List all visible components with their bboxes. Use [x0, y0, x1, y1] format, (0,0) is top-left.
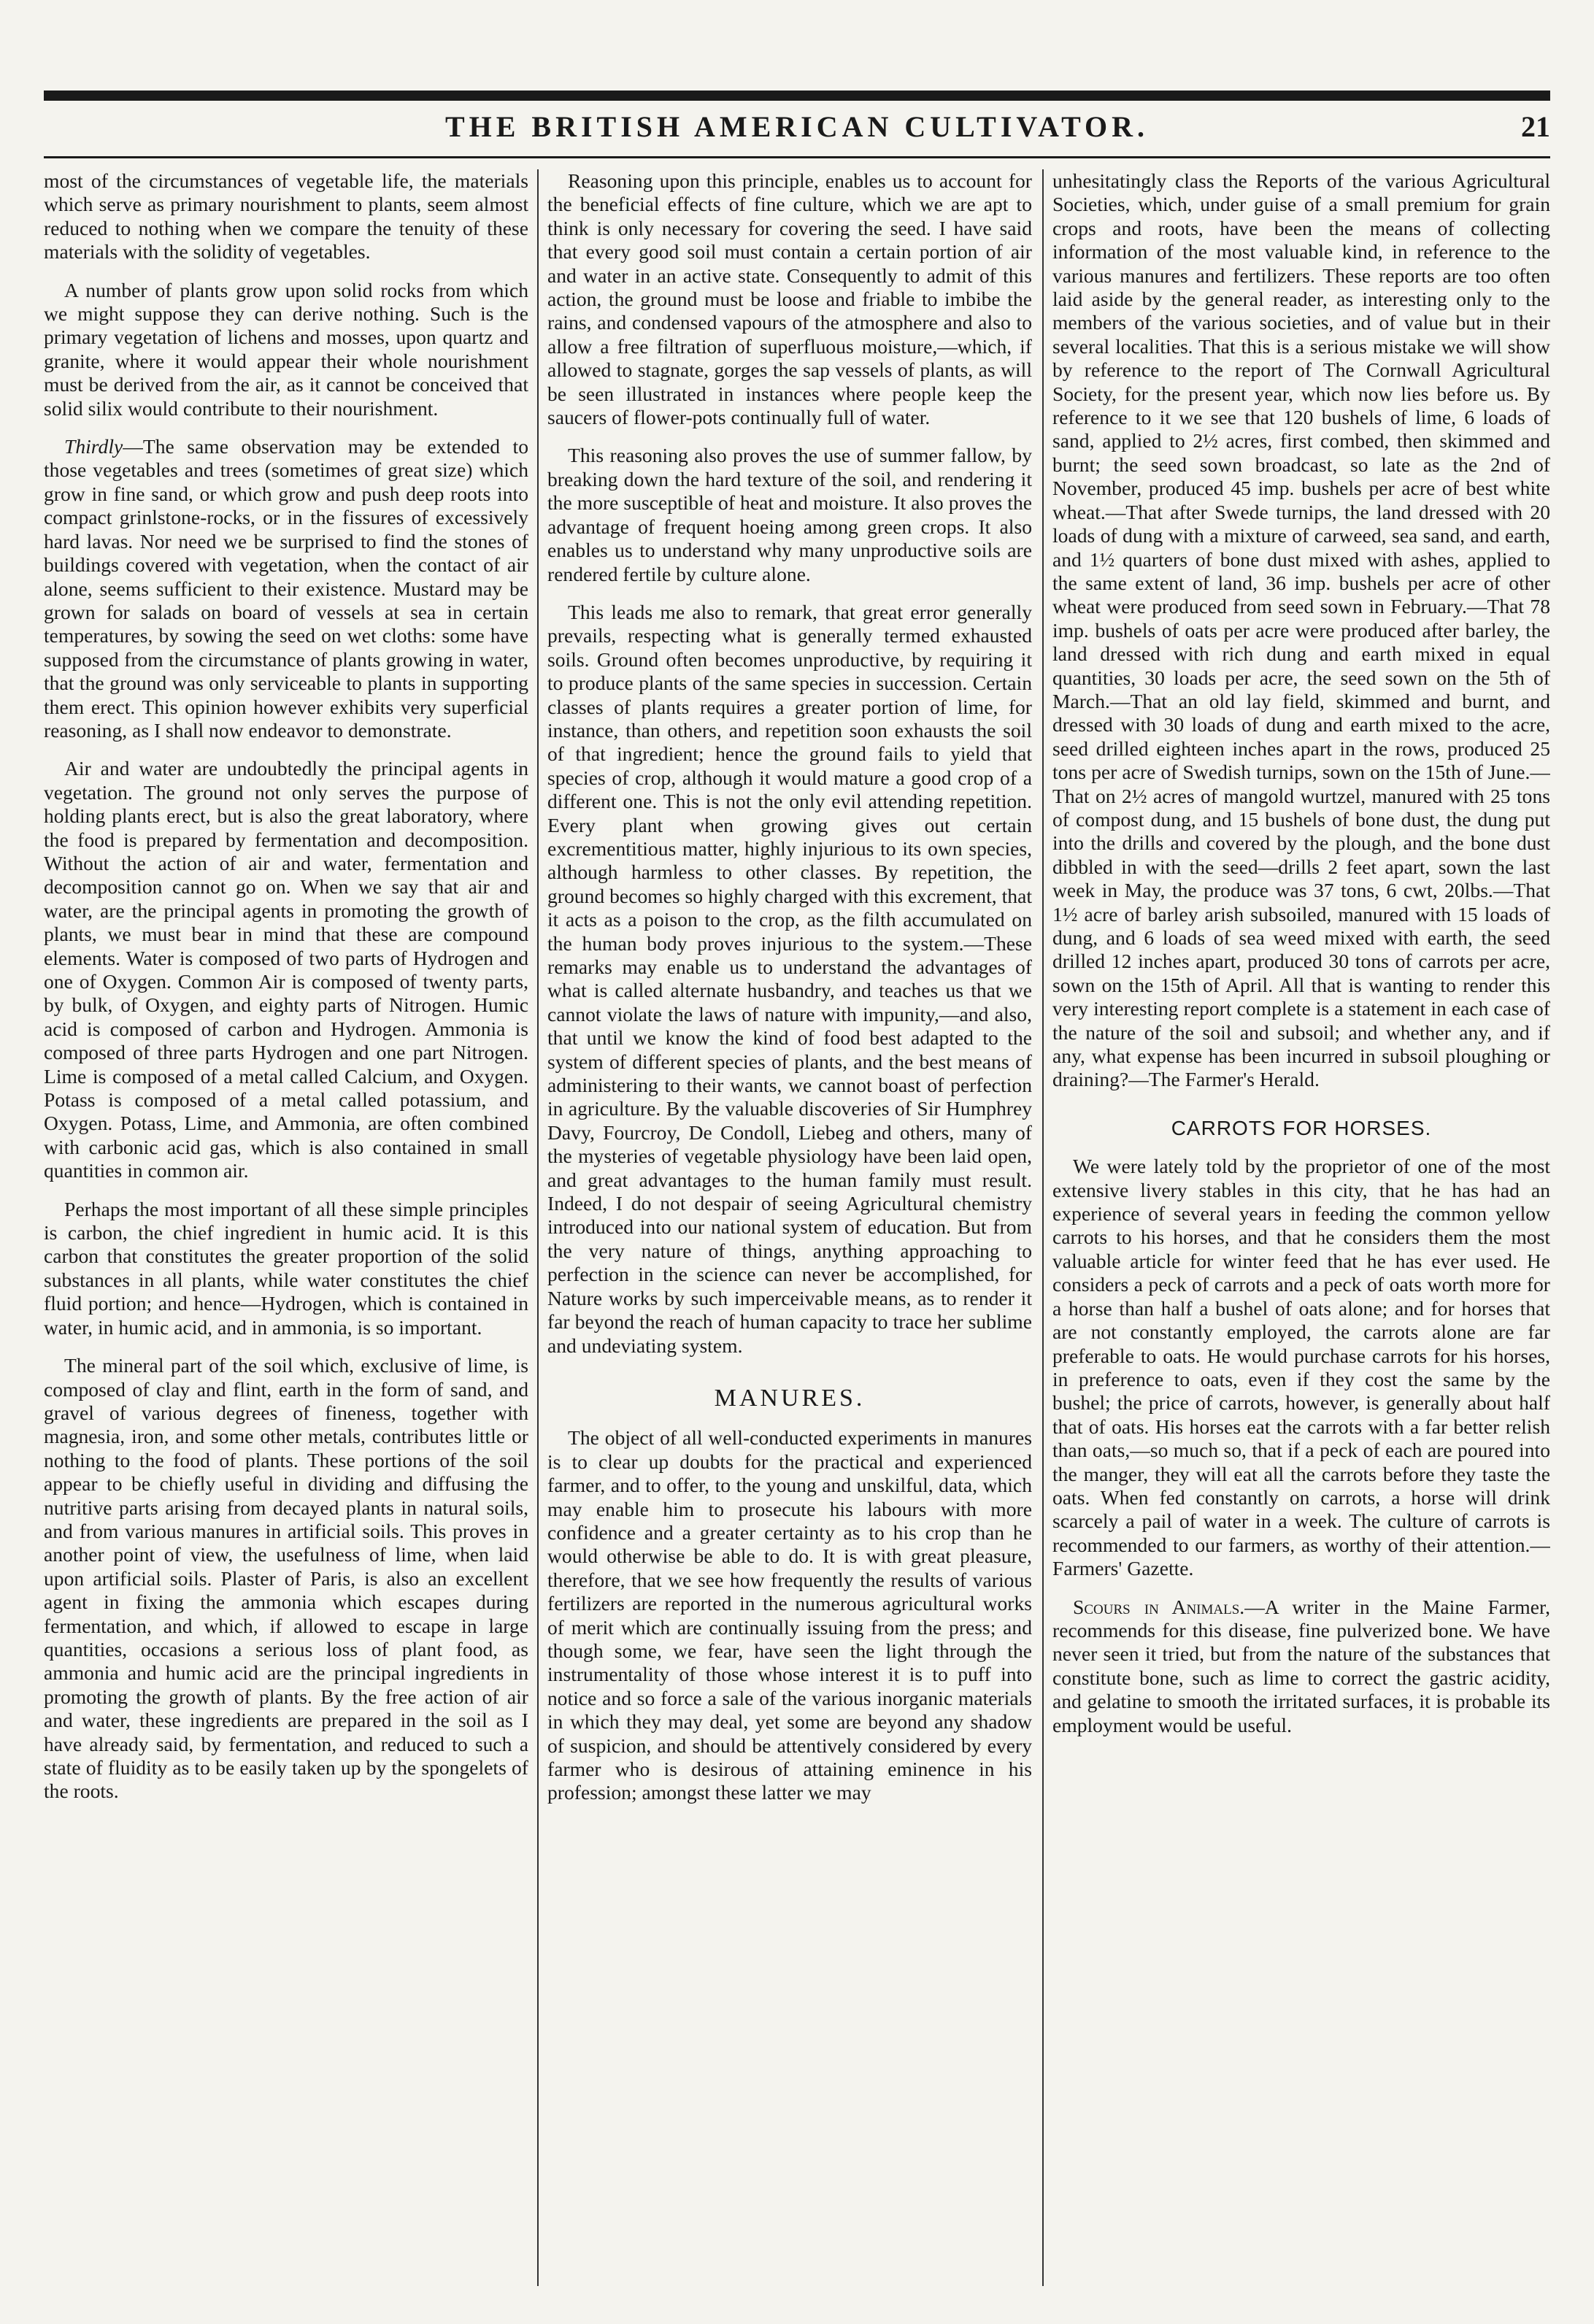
paragraph: Perhaps the most important of all these simple principles is carbon, the chief ingredient in humic acid. It is this carbon that constitutes the greater proportion of the solid substances in all plants, while water constitutes the chief fluid portion; and hence—Hydrogen, which is contained in water, in humic acid, and in ammonia, is so important. [44, 1197, 528, 1339]
column-divider [1042, 169, 1044, 2286]
section-heading-carrots: CARROTS FOR HORSES. [1171, 1116, 1432, 1139]
column-1 [44, 169, 528, 2286]
running-title: THE BRITISH AMERICAN CULTIVATOR. [444, 110, 1150, 143]
paragraph: We were lately told by the proprietor of one of the most extensive livery stables in this city, that he has had an experience of several years in feeding the common yellow carrots to his horses, and that he considers them the most valuable article for winter feed that he has ever used. He considers a peck of carrots and a peck of oats worth more for a horse than half a bushel of oats alone; and for horses that are not constantly employed, the carrots alone are far preferable to oats. He would purchase carrots for his horses, in preference to oats, even if they cost the same by the bushel; the price of carrots, however, is generally about half that of oats. His horses eat the carrots with a far better relish than oats,—so much so, that if a peck of each are poured into the manger, they will eat all the carrots before they taste the oats. When fed constantly on carrots, a horse will drink scarcely a pail of water in a week. The culture of carrots is recommended to our farmers, as worthy of their attention.—Farmers' Gazette. [1052, 1155, 1550, 1580]
column-divider [537, 169, 539, 2286]
paragraph: Reasoning upon this principle, enables us to account for the beneficial effects of fine culture, which we are apt to think is only necessary for covering the seed. I have said that every good soil must contain a certain portion of air and water in an active state. Consequently to admit of this action, the ground must be loose and friable to imbibe the rains, and condensed vapours of the atmosphere and also to allow a free filtration of superfluous moisture,—which, if allowed to stagnate, gorges the sap vessels of plants, as will be seen illustrated in instances where people keep the saucers of flower-pots continually full of water. [547, 169, 1032, 429]
column-2 [547, 169, 1032, 2286]
paragraph-body: —A writer in the Maine Farmer, recommends for this disease, fine pulverized bone. We have never seen it tried, but from the nature of the substances that constitute bone, such as lime to correct the gastric acidity, and gelatine to smooth the irritated surfaces, it is probable its employment would be useful. [1052, 1595, 1550, 1736]
paragraph: unhesitatingly class the Reports of the various Agricultural Societies, which, under guise of a small premium for grain crops and roots, have been the means of collecting information of the most valuable kind, in reference to the various manures and fertilizers. These reports are too often laid aside by the general reader, as interesting only to the members of the various societies, and of value but in their several localities. That this is a serious mistake we will show by reference to the report of The Cornwall Agricultural Society, for the present year, which now lies before us. By reference to it we see that 120 bushels of lime, 6 loads of sand, applied to 2½ acres, first combed, then skimmed and burnt; the seed sown broadcast, so late as the 2nd of November, produced 45 imp. bushels per acre of best white wheat.—That after Swede turnips, the land dressed with 20 loads of dung with a mixture of carweed, sea sand, and earth, and 1½ quarters of bone dust mixed with ashes, applied to the same extent of land, 36 imp. bushels per acre of other wheat were produced from seed sown in February.—That 78 imp. bushels of oats per acre were produced after barley, the land dressed with rich dung and earth mixed in equal quantities, 30 loads per acre, the seed sown on the 5th of March.—That an old lay field, skimmed and burnt, and dressed with 30 loads of dung and earth mixed to the acre, seed drilled eighteen inches apart in the rows, produced 25 tons per acre of Swedish turnips, sown on the 15th of June.—That on 2½ acres of mangold wurtzel, manured with 25 tons of compost dung, and 15 bushels of bone dust, the dung put into the drills and covered by the plough, and the bone dust dibbled in with the seed—drills 2 feet apart, sown the last week in May, the produce was 37 tons, 6 cwt, 20lbs.—That 1½ acre of barley arish subsoiled, manured with 15 loads of dung, and 6 loads of sea weed mixed with earth, the seed drilled 12 inches apart, produced 30 tons of carrots per acre, sown on the 15th of April. All that is wanting to render this very interesting report complete is a statement in each case of the nature of the soil and subsoil; and whether any, and if any, what expense has been incurred in subsoil ploughing or draining?—The Farmer's Herald. [1052, 169, 1550, 1091]
top-rule [44, 91, 1550, 101]
head-rule [44, 156, 1550, 158]
running-head [44, 109, 1550, 150]
paragraph: This reasoning also proves the use of summer fallow, by breaking down the hard texture of the soil, and rendering it the more susceptible of heat and moisture. It also proves the advantage of frequent hoeing among green crops. It also enables us to understand why many unproductive soils are rendered fertile by culture alone. [547, 444, 1032, 585]
paragraph: Air and water are undoubtedly the principal agents in vegetation. The ground not only serves the purpose of holding plants erect, but is also the great laboratory, where the food is prepared by fermentation and decomposition. Without the action of air and water, fermentation and decomposition cannot go on. When we say that air and water, are the principal agents in promoting the growth of plants, we must bear in mind that these are compound elements. Water is composed of two parts of Hydrogen and one of Oxygen. Common Air is composed of twenty parts, by bulk, of Oxygen, and eighty parts of Nitrogen. Humic acid is composed of carbon and Hydrogen. Ammonia is composed of three parts Hydrogen and one part Nitrogen. Lime is composed of a metal called Calcium, and Oxygen. Potass is composed of a metal called potassium, and Oxygen. Potass, Lime, and Ammonia, are often combined with carbonic acid gas, which is also contained in small quantities in common air. [44, 757, 528, 1182]
paragraph-body: —The same observation may be extended to those vegetables and trees (sometimes of great size) which grow in fine sand, or which grow and push deep roots into compact grinlstone-rocks, or in the fissures of excessively hard lavas. Nor need we be surprised to find the stones of buildings covered with vegetation, when the contact of air alone, seems sufficient to their existence. Mustard may be grown for salads on board of vessels at sea in certain temperatures, by sowing the seed on wet cloths: some have supposed from the circumstance of plants growing in water, that the ground was only serviceable to plants in supporting them erect. This opinion however exhibits very superficial reasoning, as I shall now endeavor to demonstrate. [44, 435, 528, 742]
paragraph-lead: Scours in Animals. [1073, 1595, 1245, 1618]
paragraph: A number of plants grow upon solid rocks from which we might suppose they can derive nothing. Such is the primary vegetation of lichens and mosses, upon quartz and granite, where it would appear their whole nourishment must be derived from the air, as it cannot be conceived that solid silix would contribute to their nourishment. [44, 278, 528, 420]
paragraph [44, 435, 528, 742]
paragraph: The object of all well-conducted experiments in manures is to clear up doubts for the practical and experienced farmer, and to offer, to the young and unskilful, data, which may enable him to prosecute his labours with more confidence and a greater certainty as to his crop than he would otherwise be able to do. It is with great pleasure, therefore, that we see how frequently the results of various fertilizers are reported in the numerous agricultural works of merit which are continually issuing from the press; and though some, we fear, have seen the light through the instrumentality of those whose interest it is to puff into notice and so force a sale of the various inorganic materials in which they may deal, yet some are beyond any shadow of suspicion, and should be attentively considered by every farmer who is desirous of attaining eminence in his profession; amongst these latter we may [547, 1426, 1032, 1804]
page-number: 21 [1521, 110, 1550, 143]
paragraph [1052, 1596, 1550, 1737]
paragraph: The mineral part of the soil which, exclusive of lime, is composed of clay and flint, earth in the form of sand, and gravel of various degrees of fineness, together with magnesia, iron, and some other metals, contributes little or nothing to the food of plants. These portions of the soil appear to be chiefly useful in dividing and diffusing the nutritive parts arising from decayed plants in natural soils, and from various manures in artificial soils. This proves in another point of view, the usefulness of lime, when laid upon artificial soils. Plaster of Paris, is also an excellent agent in fixing the ammonia which escapes during fermentation, and which, if allowed to escape in large quantities, occasions a serious loss of plant food, as ammonia and humic acid are the principal ingredients in promoting the growth of plants. By the free action of air and water, these ingredients are prepared in the soil as I have already said, by fermentation, and reduced to such a state of fluidity as to be easily taken up by the spongelets of the roots. [44, 1354, 528, 1803]
section-heading-manures: MANURES. [714, 1384, 866, 1412]
paragraph-lead: Thirdly [64, 435, 123, 458]
column-3 [1052, 169, 1550, 2286]
article-columns [44, 169, 1550, 2286]
paragraph: most of the circumstances of vegetable life, the materials which serve as primary nourishment to plants, seem almost reduced to nothing when we compare the tenuity of these materials with the solidity of vegetables. [44, 169, 528, 263]
paragraph: This leads me also to remark, that great error generally prevails, respecting what is generally termed exhausted soils. Ground often becomes unproductive, by requiring it to produce plants of the same species in succession. Certain classes of plants requires a greater portion of lime, for instance, than others, and repetition soon exhausts the soil of that ingredient; hence the ground fails to yield that species of crop, although it would mature a good crop of a different one. This is not the only evil attending repetition. Every plant when growing gives out certain excrementitious matter, highly injurious to its own species, although harmless to other classes. By repetition, the ground becomes so highly charged with this excrement, that it acts as a poison to the crop, as the filth accumulated on the human body proves injurious to the system.—These remarks may enable us to understand the advantages of what is called alternate husbandry, and teaches us that we cannot violate the laws of nature with impunity,—and also, that until we know the kind of food best adapted to the system of different species of plants, and the best means of administering to their wants, we cannot boast of perfection in agriculture. By the valuable discoveries of Sir Humphrey Davy, Fourcroy, De Condoll, Liebeg and others, many of the mysteries of vegetable physiology have been laid open, and great advantages to the human family must result. Indeed, I do not despair of seeing Agricultural chemistry introduced into our national system of education. But from the very nature of things, anything approaching to perfection in the science can never be accomplished, for Nature works by such imperceivable means, as to render it far beyond the reach of human capacity to trace her sublime and undeviating system. [547, 600, 1032, 1357]
